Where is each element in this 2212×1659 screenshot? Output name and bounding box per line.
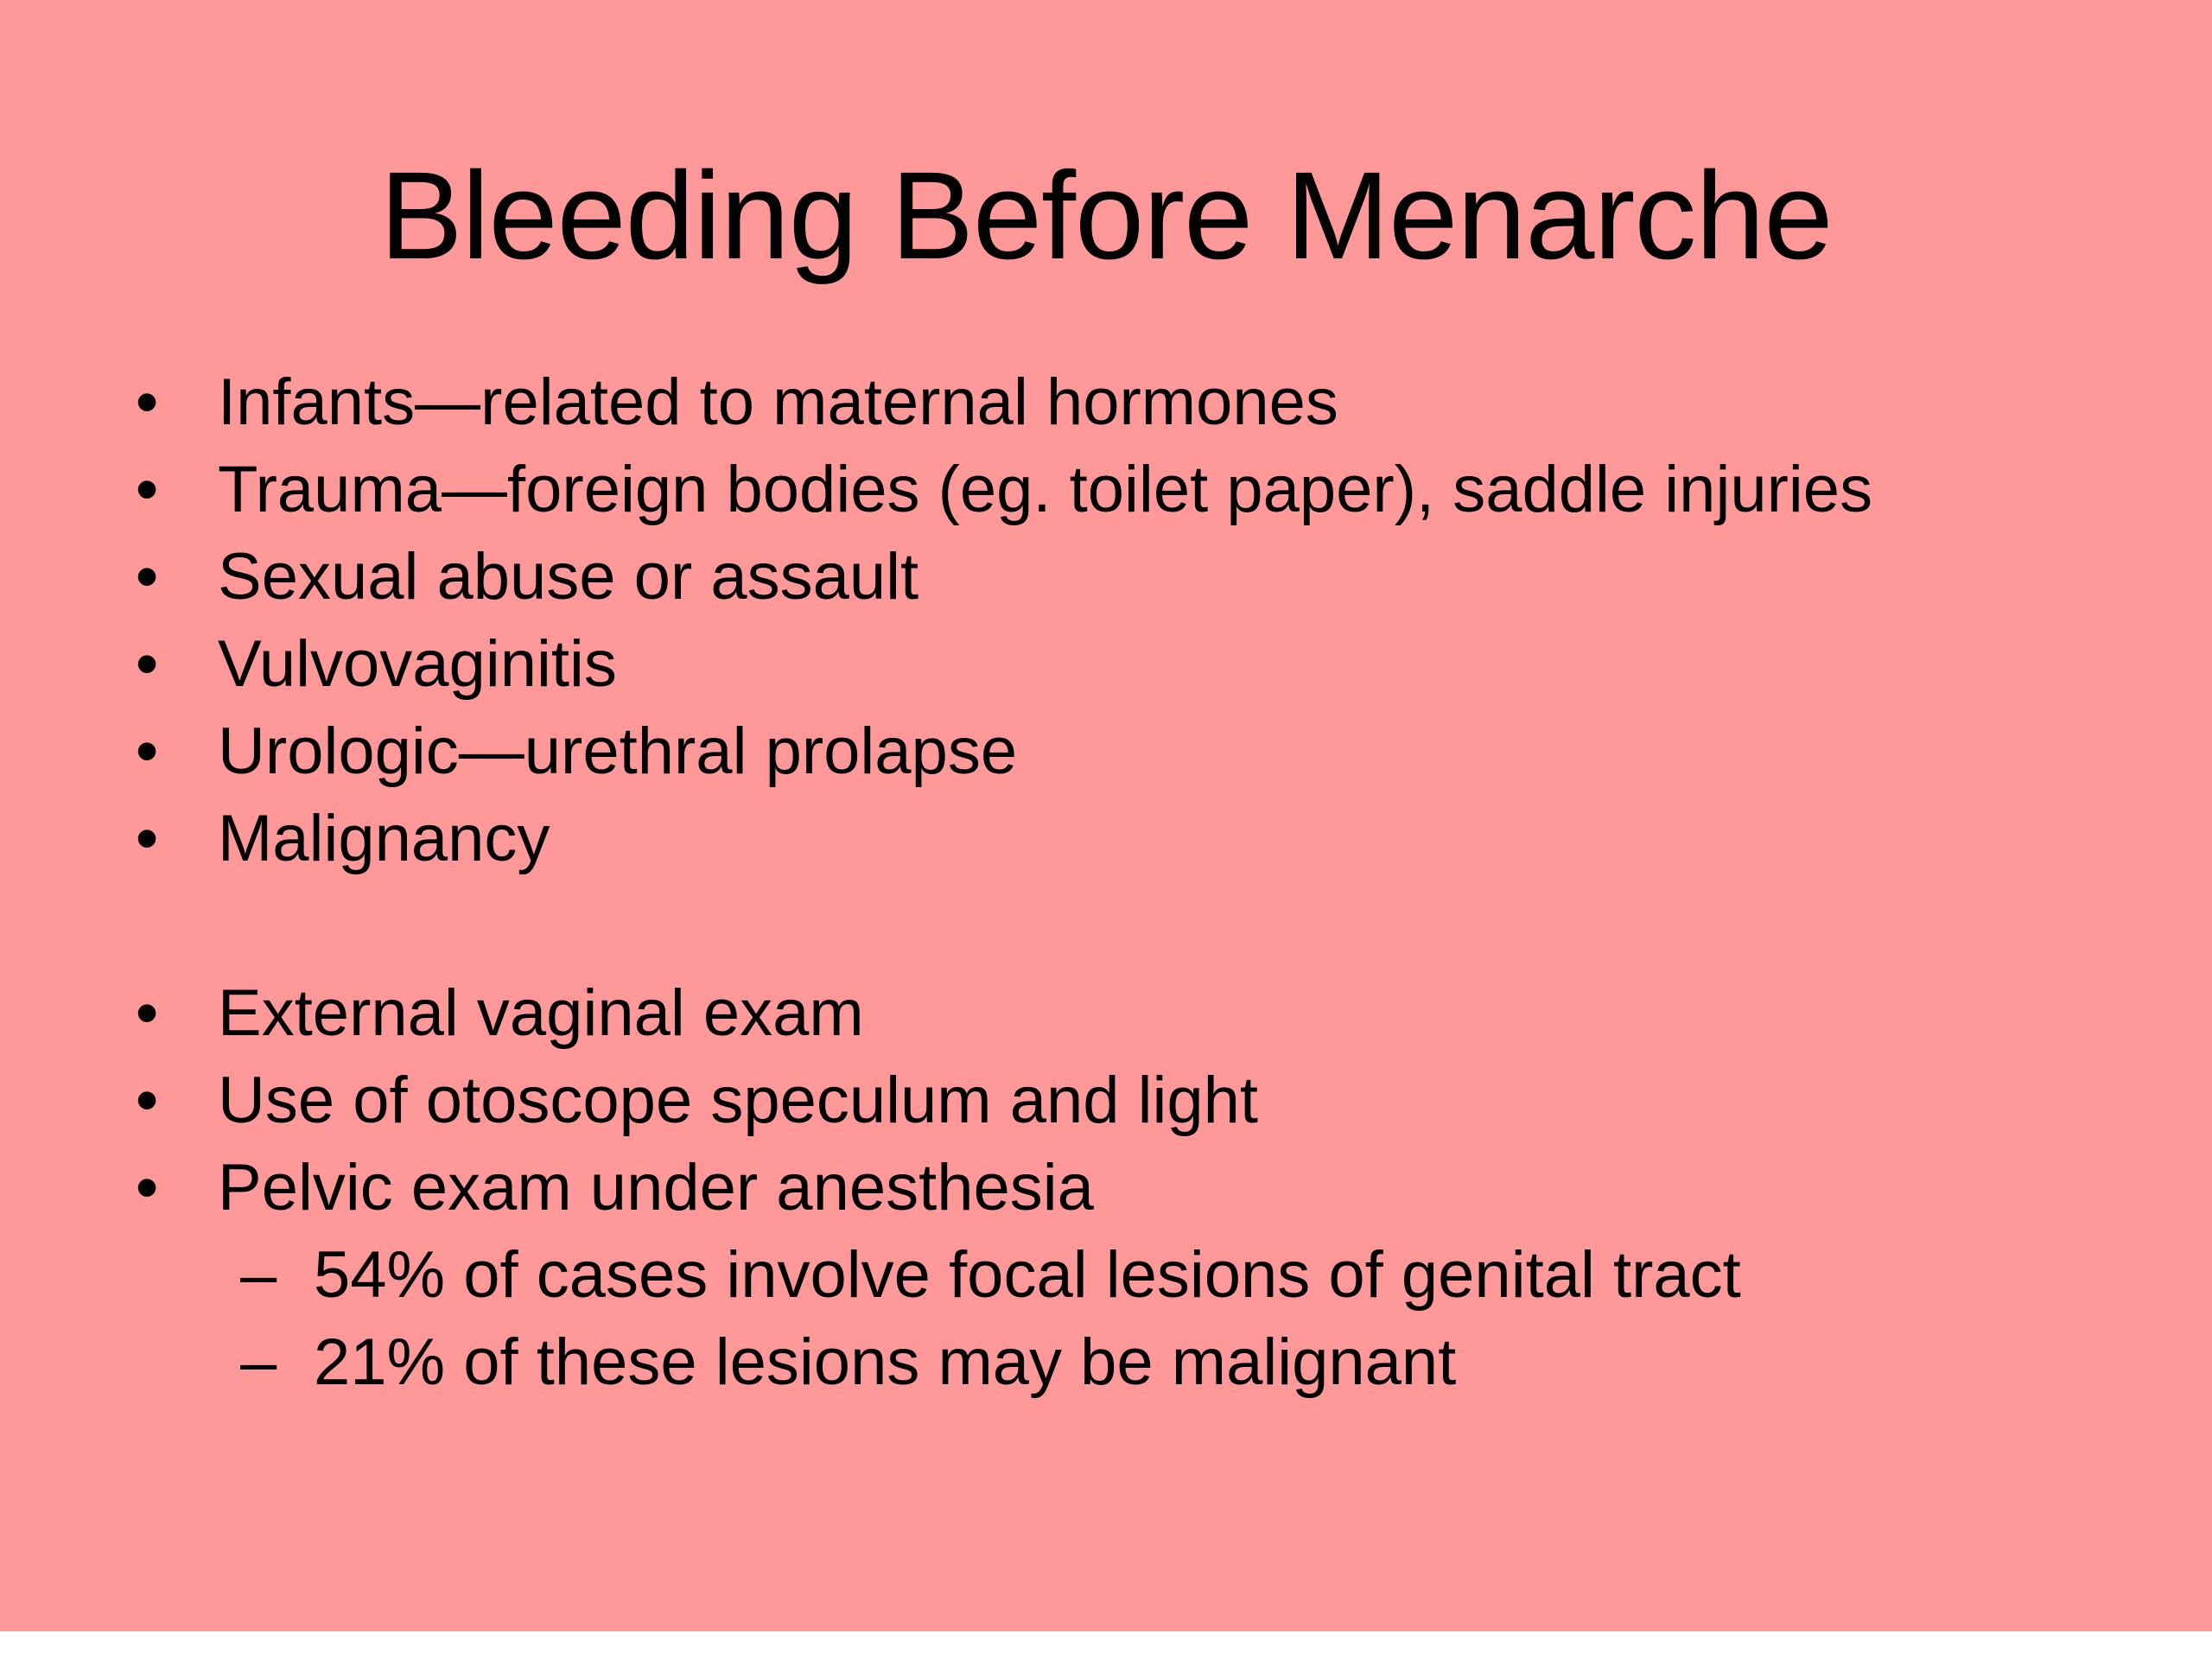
list-item-text: Trauma—foreign bodies (eg. toilet paper), saddle injuries <box>218 453 1873 526</box>
sub-list-item <box>130 1319 1872 1406</box>
bullet-marker: • <box>135 540 159 613</box>
slide-title: Bleeding Before Menarche <box>379 146 1833 285</box>
list-item-text: Urologic—urethral prolapse <box>218 715 1018 788</box>
bullet-marker: • <box>135 715 159 788</box>
sub-list-item-text: 54% of cases involve focal lesions of genital tract <box>314 1238 1741 1312</box>
list-spacer <box>130 882 1872 969</box>
list-item-text: Pelvic exam under anesthesia <box>218 1151 1094 1224</box>
list-item-text: Infants—related to maternal hormones <box>218 365 1338 439</box>
dash-marker: – <box>240 1325 277 1399</box>
bullet-marker: • <box>135 627 159 701</box>
bullet-list <box>130 359 1872 1406</box>
sub-list-item <box>130 1231 1872 1319</box>
list-item <box>130 1057 1872 1144</box>
list-item-text: External vaginal exam <box>218 976 864 1050</box>
list-item <box>130 446 1872 533</box>
dash-marker: – <box>240 1238 277 1312</box>
list-item <box>130 1144 1872 1231</box>
bullet-marker: • <box>135 1064 159 1137</box>
list-item <box>130 620 1872 708</box>
list-item-text: Malignancy <box>218 802 550 875</box>
list-item <box>130 533 1872 620</box>
sub-list-item-text: 21% of these lesions may be malignant <box>314 1325 1457 1399</box>
bullet-marker: • <box>135 1151 159 1224</box>
bullet-marker: • <box>135 365 159 439</box>
list-item <box>130 795 1872 882</box>
bottom-strip <box>0 1631 2212 1659</box>
bullet-marker: • <box>135 976 159 1050</box>
list-item <box>130 708 1872 795</box>
list-item <box>130 969 1872 1057</box>
list-item-text: Vulvovaginitis <box>218 627 617 701</box>
list-item-text: Sexual abuse or assault <box>218 540 919 613</box>
list-item-text: Use of otoscope speculum and light <box>218 1064 1259 1137</box>
bullet-marker: • <box>135 802 159 875</box>
bullet-marker: • <box>135 453 159 526</box>
list-item <box>130 359 1872 446</box>
